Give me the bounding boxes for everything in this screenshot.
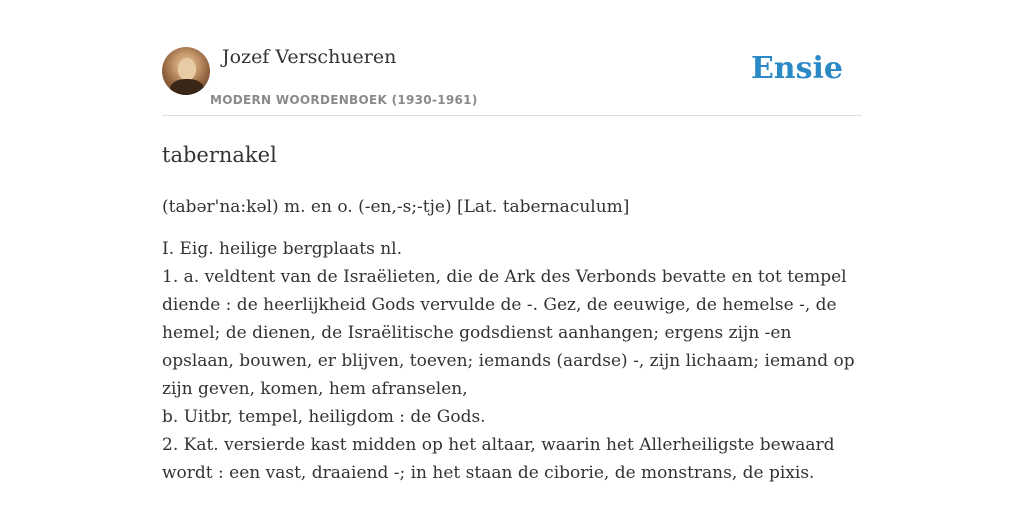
definition-line: b. Uitbr, tempel, heiligdom : de Gods. xyxy=(162,407,486,427)
entry-pronunciation: (tabər'na:kəl) m. en o. (-en,-s;-tje) [Lat. tabernaculum] xyxy=(162,197,630,217)
entry-title: tabernakel xyxy=(162,143,277,167)
definition-line: 1. a. veldtent van de Israëlieten, die de Ark des Verbonds bevatte en tot tempel diende : de heerlijkheid Gods vervulde de -. Gez, de eeuwige, de hemelse -, de hemel; de dienen, de Israëlitische godsdienst aanhangen; ergens zijn -en opslaan, bouwen, er blijven, toeven; iemands (aardse) -, zijn lichaam; iemand op zijn geven, komen, hem afranselen, xyxy=(162,267,855,399)
avatar-face xyxy=(178,58,196,80)
entry-definition xyxy=(162,235,862,487)
definition-line: I. Eig. heilige bergplaats nl. xyxy=(162,239,403,259)
entry-card xyxy=(162,40,862,487)
site-logo[interactable]: Ensie xyxy=(750,51,843,86)
source-label[interactable]: MODERN WOORDENBOEK (1930-1961) xyxy=(210,93,478,107)
avatar-shoulders xyxy=(170,79,204,95)
definition-line: 2. Kat. versierde kast midden op het altaar, waarin het Allerheiligste bewaard wordt : een vast, draaiend -; in het staan de ciborie, de monstrans, de pixis. xyxy=(162,435,835,483)
author-name[interactable]: Jozef Verschueren xyxy=(222,46,397,68)
entry-header xyxy=(162,40,862,116)
author-avatar[interactable] xyxy=(162,47,210,95)
